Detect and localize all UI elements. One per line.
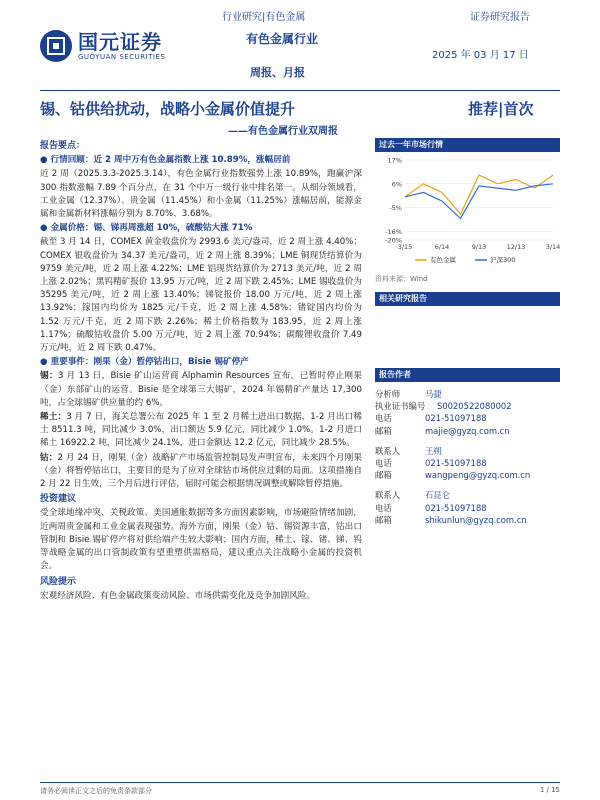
paragraph: 宏观经济风险、有色金属政策变动风险、市场供需变化及竞争加剧风险。 bbox=[40, 590, 316, 601]
y-tick-label: 17% bbox=[387, 156, 402, 165]
industry-name: 有色金属行业 bbox=[246, 32, 319, 46]
y-tick-label: -16% bbox=[385, 227, 402, 236]
section-events bbox=[40, 356, 362, 369]
tel-value: 021-51097188 bbox=[425, 502, 487, 513]
legend-label: 有色金属 bbox=[430, 256, 456, 264]
page-number: 1 / 15 bbox=[539, 786, 560, 794]
risk-title: 风险提示 bbox=[40, 576, 77, 587]
contact-name: 王朔 bbox=[425, 445, 442, 456]
x-tick-label: 6/14 bbox=[434, 243, 450, 251]
tel-label: 电话 bbox=[375, 502, 392, 513]
contact-block bbox=[375, 489, 560, 526]
y-tick-label: 6% bbox=[391, 180, 402, 189]
tel-label: 电话 bbox=[375, 458, 392, 469]
section-title: 重要事件：刚果（金）暂停钴出口，Bisie 锡矿停产 bbox=[50, 357, 249, 368]
logo-icon bbox=[40, 30, 72, 62]
related-reports-bar: 相关研究报告 bbox=[375, 292, 560, 306]
footer-divider bbox=[40, 782, 560, 783]
inline-label: 锡： bbox=[40, 371, 58, 382]
cert-number: S0020522080002 bbox=[437, 401, 512, 412]
contact-block bbox=[375, 445, 560, 482]
contact-name: 石昆仑 bbox=[425, 490, 451, 501]
x-tick-label: 3/15 bbox=[397, 243, 413, 251]
bullet-icon: ● bbox=[40, 357, 51, 368]
mail-label: 邮箱 bbox=[375, 425, 392, 436]
analyst-name: 马捷 bbox=[425, 389, 442, 399]
report-date: 2025 年 03 月 17 日 bbox=[432, 50, 529, 61]
paragraph-tin bbox=[40, 370, 362, 410]
mail-label: 邮箱 bbox=[375, 514, 392, 525]
company-logo bbox=[40, 28, 200, 64]
paragraph-text: 2 月 24 日，刚果（金）战略矿产市场监管控制局发声明宣布，未来四个月刚果（金）将暂停钴出口，主要目的是为了应对全球钴市场供应过剩的局面。这项措施自 2 月 22 日生效，三个月后进行评估，届时可能会根据情况调整或解除暂停措施。 bbox=[40, 452, 362, 490]
email-link[interactable]: wangpeng@gyzq.com.cn bbox=[425, 470, 531, 481]
paragraph-rare-earth bbox=[40, 411, 362, 451]
y-tick-label: -20% bbox=[385, 236, 402, 245]
report-category: 行业研究|有色金属 bbox=[222, 12, 306, 23]
market-chart bbox=[375, 152, 560, 272]
role-label: 分析师 bbox=[375, 389, 401, 399]
bullet-icon: ● bbox=[40, 155, 51, 166]
mail-label: 邮箱 bbox=[375, 470, 392, 481]
paragraph: 近 2 周（2025.3.3-2025.3.14），有色金属行业指数强势上涨 10.89%，跑赢沪深 300 指数涨幅 7.89 个百分点，在 31 个中万一级行业中排名第一。从细分领域看，工业金属（12.37%）、贵金属（11.45%）和小金属（11.25%）涨幅居前，能源金属和金属新材料涨幅分别为 8.70%、3.68%。 bbox=[40, 169, 362, 220]
report-type: 周报、月报 bbox=[250, 66, 305, 79]
x-tick-label: 3/14 bbox=[545, 243, 560, 251]
report-subheadline: ——有色金属行业双周报 bbox=[228, 126, 338, 137]
paragraph-text: 3 月 7 日，海关总署公布 2025 年 1 至 2 月稀土进出口数据，1-2 月出口稀土 8511.3 吨，同比减少 3.0%，出口额达 5.9 亿元，同比减少 1.0%。1-2 月进口稀土 16922.2 吨，同比减少 24.1%，进口金额达 12.2 亿元，同比减少 28.5%。 bbox=[40, 412, 362, 449]
rating-badge: 推荐|首次 bbox=[468, 100, 534, 118]
x-tick-label: 12/13 bbox=[506, 243, 526, 251]
analyst-block bbox=[375, 388, 560, 437]
tel-label: 电话 bbox=[375, 413, 392, 424]
bullet-icon: ● bbox=[40, 223, 51, 234]
paragraph-cobalt bbox=[40, 452, 362, 492]
inline-label: 钴： bbox=[40, 452, 58, 463]
section-title: 行情回顾：近 2 周中万有色金属指数上涨 10.89%，涨幅居前 bbox=[50, 155, 291, 166]
disclaimer: 请务必阅读正文之后的免责条款部分 bbox=[40, 787, 152, 795]
page-header bbox=[0, 0, 600, 100]
series-line bbox=[405, 184, 553, 219]
header-divider bbox=[40, 90, 560, 91]
role-label: 联系人 bbox=[375, 445, 401, 456]
chart-title-bar: 过去一年市场行情 bbox=[375, 138, 560, 152]
email-link[interactable]: majie@gyzq.com.cn bbox=[425, 425, 510, 436]
page-footer bbox=[40, 786, 560, 796]
paragraph-text: 3 月 13 日，Bisie 矿山运营商 Alphamin Resources 宣布，已暂时停止刚果（金）东部矿山的运营。Bisie 是全球第三大锡矿，2024 年锡精矿产量达 17,300 吨，占全球锡矿供应量的约 6%。 bbox=[40, 371, 362, 408]
section-market-review bbox=[40, 154, 362, 167]
email-link[interactable]: shikunlun@gyzq.com.cn bbox=[425, 514, 527, 525]
section-metal-prices bbox=[40, 222, 362, 235]
legend-label: 沪深300 bbox=[490, 256, 516, 264]
paragraph: 截至 3 月 14 日，COMEX 黄金收盘价为 2993.6 美元/盎司，近 2 周上涨 4.40%；COMEX 银收盘价为 34.37 美元/盎司，近 2 周上涨 8.39%；LME 铜现货结算价为 9759 美元/吨，近 2 周上涨 4.22%；LME 铝现货结算价为 2713 美元/吨，近 2 周上涨 2.02%；黑钨精矿报价 13.95 万元/吨，近 2 周下跌 2.45%；LME 锡收盘价为 35295 美元/吨，近 2 周上涨 13.40%；锑锭报价 18.00 万元/吨，近 2 周上涨 13.92%；镓国内均价为 1825 元/千克，近 2 周上涨 4.58%；锗锭国内均价为 1.52 万元/千克，近 2 周下跌 2.26%；稀土价格指数为 183.95，近 2 周上涨 1.17%；硫酸钴收盘价 5.00 万元/吨，近 2 周上涨 70.94%；碳酸锂收盘价 7.49 万元/吨，近 2 周下跌 0.47%。 bbox=[40, 237, 362, 354]
tel-value: 021-51097188 bbox=[425, 413, 487, 424]
key-points-title: 报告要点： bbox=[40, 141, 86, 151]
sidebar bbox=[375, 138, 560, 526]
x-tick-label: 9/13 bbox=[471, 243, 487, 251]
report-headline: 锡、钴供给扰动，战略小金属价值提升 bbox=[40, 100, 296, 118]
main-content bbox=[40, 138, 362, 604]
doc-type: 证券研究报告 bbox=[470, 12, 530, 23]
logo-name-cn: 国元证券 bbox=[78, 30, 162, 54]
author-bar: 报告作者 bbox=[375, 368, 560, 382]
role-label: 联系人 bbox=[375, 490, 401, 501]
investment-advice-title: 投资建议 bbox=[40, 494, 77, 505]
chart-source: 资料来源：Wind bbox=[375, 275, 428, 283]
logo-name-en: GUOYUAN SECURITIES bbox=[78, 53, 166, 61]
paragraph: 受全球地缘冲突、关税政策、美国通胀数据等多方面因素影响，市场避险情绪加剧，近两周贵金属和工业金属表现强势。海外方面，刚果（金）钴、锡资源丰富，钴出口管制和 Bisie 锡矿停产将对供给端产生较大影响；国内方面，稀土、镓、锗、锑、钨等战略金属的出口管制政策有望重塑供需格局，建议重点关注战略小金属的投资机会。 bbox=[40, 508, 362, 572]
line-chart bbox=[375, 152, 560, 272]
section-title: 金属价格：锡、锑再周涨超 10%，硫酸钴大涨 71% bbox=[50, 223, 253, 234]
inline-label: 稀土： bbox=[40, 412, 67, 423]
cert-label: 执业证书编号 bbox=[375, 401, 426, 412]
tel-value: 021-51097188 bbox=[425, 458, 487, 469]
y-tick-label: -5% bbox=[389, 204, 402, 213]
